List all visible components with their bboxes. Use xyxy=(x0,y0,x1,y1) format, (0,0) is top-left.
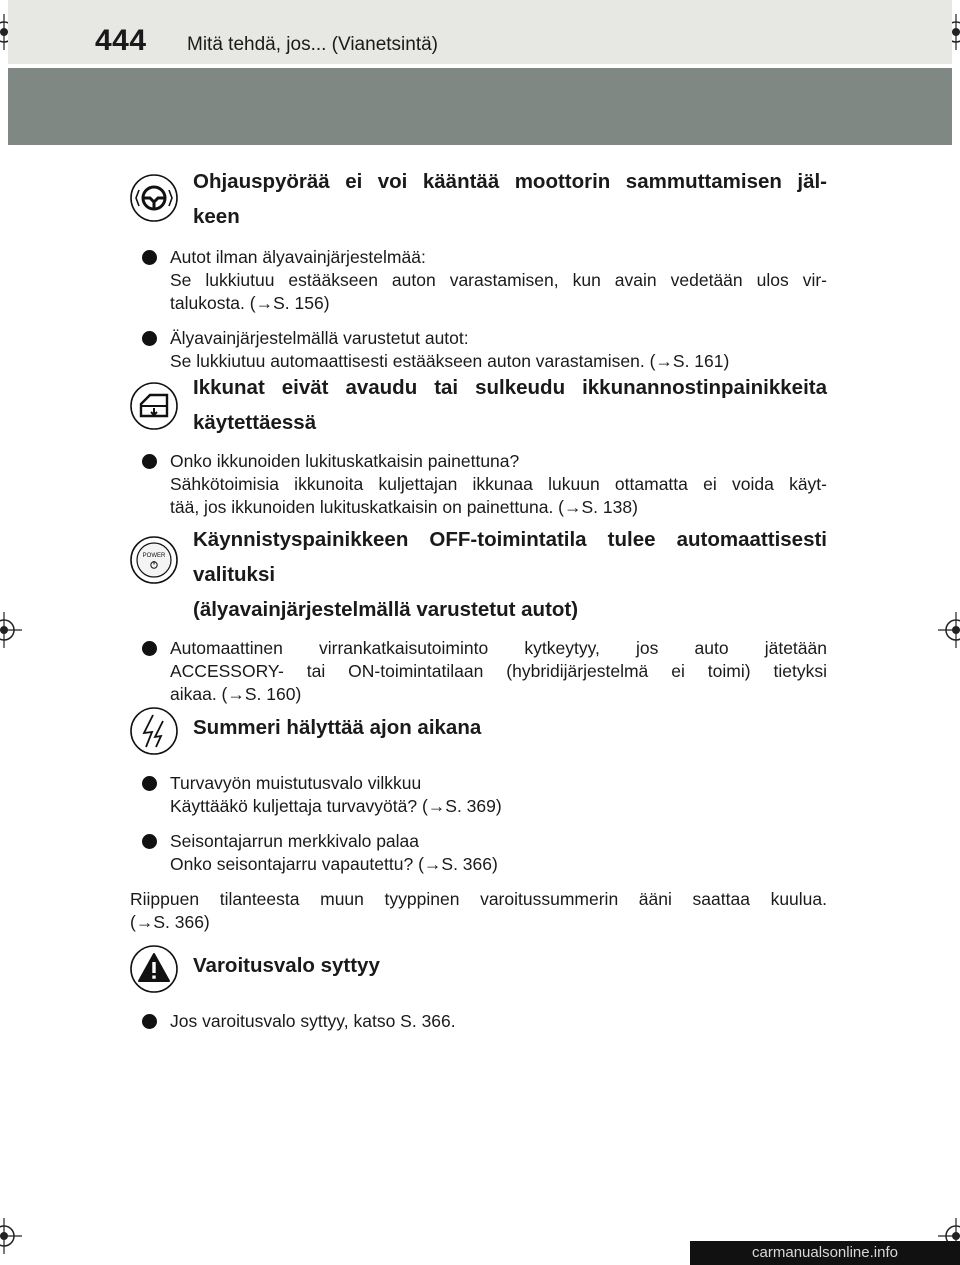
registration-mark-icon xyxy=(0,1218,22,1254)
section-warning xyxy=(130,948,827,1033)
note-paragraph: Riippuen tilanteesta muun tyyppinen varoitussummerin ääni saattaa kuulua. (→S. 366) xyxy=(130,889,827,932)
chapter-title: Mitä tehdä, jos... (Vianetsintä) xyxy=(187,34,438,55)
registration-mark-icon xyxy=(938,612,960,648)
list-item: Jos varoitusvalo syttyy, katso S. 366. xyxy=(130,1010,827,1033)
list-item: Autot ilman älyavainjärjestelmää: Se lukkiutuu estääkseen auton varastamisen, kun avain vedetään ulos vir- talukosta. (→S. 156) xyxy=(130,246,827,315)
steering-lock-icon xyxy=(130,174,178,222)
section-steering xyxy=(130,164,827,373)
bullet-icon xyxy=(142,331,157,346)
buzzer-alarm-icon xyxy=(130,707,178,755)
list-item: Turvavyön muistutusvalo vilkkuu Käyttääkö kuljettaja turvavyötä? (→S. 369) xyxy=(130,772,827,818)
section-title: Ikkunat eivät avaudu tai sulkeudu ikkunannostinpainikkeita käytettäessä xyxy=(193,376,827,434)
bullet-icon xyxy=(142,250,157,265)
bullet-icon xyxy=(142,776,157,791)
section-windows xyxy=(130,370,827,519)
warning-exclamation-icon xyxy=(130,945,178,993)
power-window-icon xyxy=(130,382,178,430)
list-item: Onko ikkunoiden lukituskatkaisin painettuna? Sähkötoimisia ikkunoita kuljettajan ikkunaa lukuun ottamatta ei voida käyt- tää, jos ikkunoiden lukituskatkaisin on painettuna. (→S. 138) xyxy=(130,450,827,519)
section-buzzer xyxy=(130,710,827,934)
page-number: 444 xyxy=(95,24,147,57)
bullet-icon xyxy=(142,1014,157,1029)
watermark: carmanualsonline.info xyxy=(690,1241,960,1265)
power-button-icon xyxy=(130,536,178,584)
power-label: POWER xyxy=(142,553,166,559)
section-title: Ohjauspyörää ei voi kääntää moottorin sammuttamisen jäl- keen xyxy=(193,170,827,228)
section-title: Käynnistyspainikkeen OFF-toimintatila tulee automaattisesti valituksi (älyavainjärjestelmällä varustetut autot) xyxy=(193,528,827,621)
section-title: Varoitusvalo syttyy xyxy=(193,954,380,977)
list-item: Seisontajarrun merkkivalo palaa Onko seisontajarru vapautettu? (→S. 366) xyxy=(130,830,827,876)
section-band xyxy=(8,68,952,145)
list-item: Automaattinen virrankatkaisutoiminto kytkeytyy, jos auto jätetään ACCESSORY- tai ON-toimintatilaan (hybridijärjestelmä ei toimi) tietyksi aikaa. (→S. 160) xyxy=(130,637,827,706)
bullet-icon xyxy=(142,834,157,849)
section-power xyxy=(130,522,827,706)
bullet-icon xyxy=(142,454,157,469)
section-title: Summeri hälyttää ajon aikana xyxy=(193,716,482,739)
header-band xyxy=(8,0,952,64)
bullet-icon xyxy=(142,641,157,656)
registration-mark-icon xyxy=(0,612,22,648)
list-item: Älyavainjärjestelmällä varustetut autot: Se lukkiutuu automaattisesti estääkseen auton varastamisen. (→S. 161) xyxy=(130,327,827,373)
